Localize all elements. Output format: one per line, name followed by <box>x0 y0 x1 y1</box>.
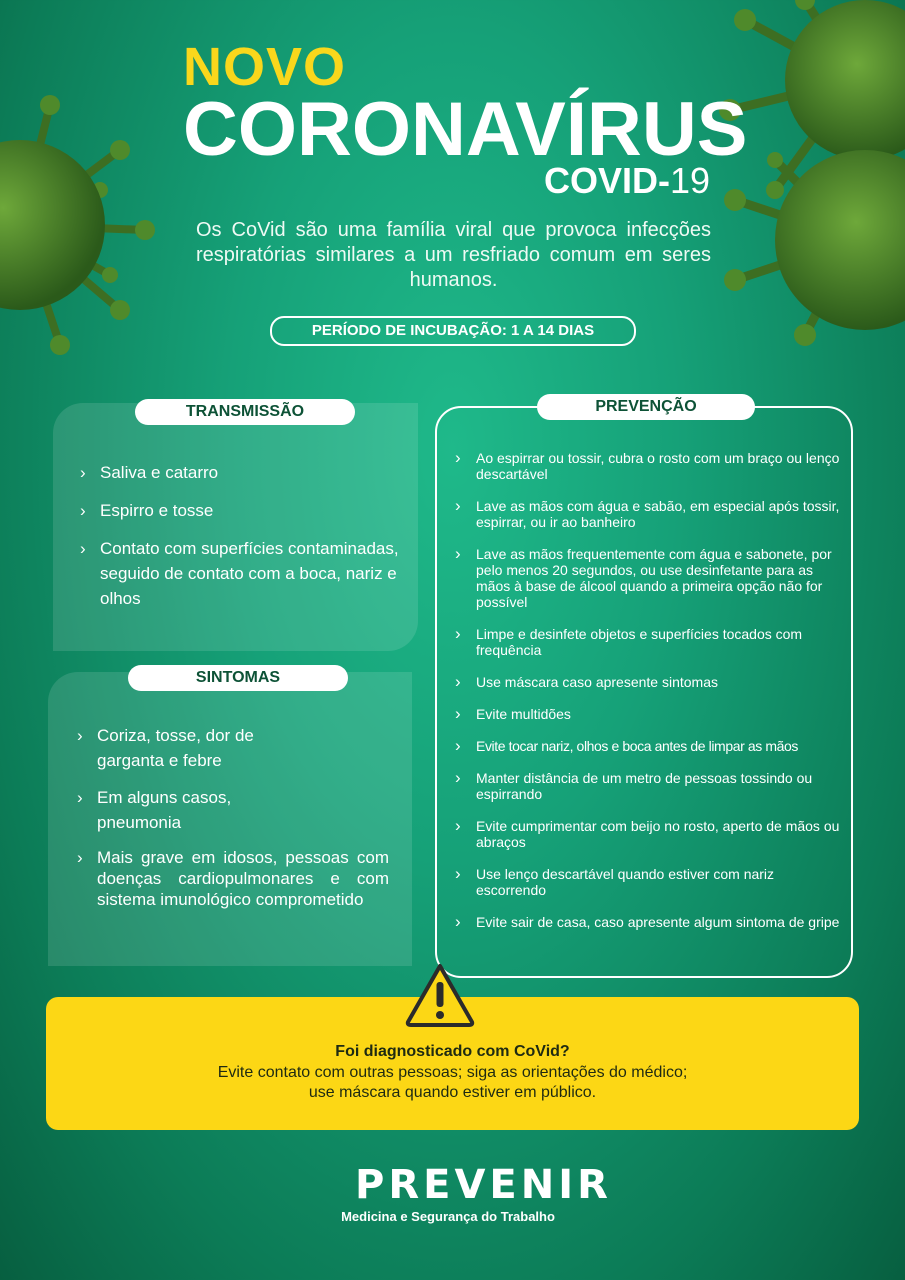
list-item <box>455 546 847 610</box>
title-covid-number: 19 <box>670 160 711 201</box>
page-title: CORONAVÍRUS <box>183 87 748 172</box>
list-item <box>77 847 389 910</box>
list-item <box>455 738 847 754</box>
chevron-right-icon: › <box>455 704 461 723</box>
list-item <box>455 706 847 722</box>
list-item <box>455 866 847 898</box>
chevron-right-icon: › <box>80 501 86 520</box>
title-covid <box>544 160 710 202</box>
chevron-right-icon: › <box>455 496 461 515</box>
intro-text: Os CoVid são uma família viral que provoca infecções respiratórias similares a um resfriado comum em seres humanos. <box>196 219 711 291</box>
list-item <box>80 460 400 485</box>
chevron-right-icon: › <box>455 448 461 467</box>
list-item-text: Manter distância de um metro de pessoas tossindo ou espirrando <box>476 770 813 802</box>
list-item <box>455 450 847 482</box>
list-item-text: Evite sair de casa, caso apresente algum sintoma de gripe <box>476 914 840 930</box>
warning-triangle-icon <box>404 962 476 1028</box>
chevron-right-icon: › <box>455 544 461 563</box>
list-item-text: Saliva e catarro <box>100 463 219 482</box>
prevention-label: PREVENÇÃO <box>537 394 755 420</box>
list-item <box>455 498 847 530</box>
list-item-text: Use máscara caso apresente sintomas <box>476 674 718 690</box>
chevron-right-icon: › <box>455 864 461 883</box>
chevron-right-icon: › <box>455 736 461 755</box>
transmission-list <box>80 460 400 611</box>
list-item-text: Evite cumprimentar com beijo no rosto, aperto de mãos ou abraços <box>476 818 840 850</box>
chevron-right-icon: › <box>80 539 86 558</box>
chevron-right-icon: › <box>77 848 83 867</box>
list-item-text: Contato com superfícies contaminadas, seguido de contato com a boca, nariz e olhos <box>100 539 399 608</box>
prevention-list <box>455 450 847 930</box>
virus-icon <box>0 90 160 360</box>
list-item-text: Mais grave em idosos, pessoas com doenças cardiopulmonares e com sistema imunológico comprometido <box>97 848 389 909</box>
list-item-text: Evite tocar nariz, olhos e boca antes de limpar as mãos <box>476 738 798 754</box>
list-item <box>455 674 847 690</box>
warning-line-2: use máscara quando estiver em público. <box>308 1084 597 1101</box>
list-item-text: Limpe e desinfete objetos e superfícies tocados com frequência <box>476 626 803 658</box>
title-novo: NOVO <box>183 37 347 97</box>
chevron-right-icon: › <box>455 672 461 691</box>
list-item <box>80 498 400 523</box>
chevron-right-icon: › <box>77 788 83 807</box>
list-item <box>455 914 847 930</box>
list-item-text: Coriza, tosse, dor de garganta e febre <box>97 726 254 770</box>
symptoms-list <box>77 723 389 910</box>
logo-text: PREVENIR <box>355 1162 612 1208</box>
list-item-text: Em alguns casos, pneumonia <box>97 788 232 832</box>
list-item-text: Evite multidões <box>476 706 571 722</box>
list-item-text: Lave as mãos com água e sabão, em especial após tossir, espirrar, ou ir ao banheiro <box>476 498 840 530</box>
transmission-label: TRANSMISSÃO <box>135 399 355 425</box>
title-covid-text: COVID- <box>544 160 670 201</box>
warning-line-1: Evite contato com outras pessoas; siga as orientações do médico; <box>217 1064 688 1081</box>
list-item <box>77 723 389 773</box>
list-item <box>77 785 389 835</box>
chevron-right-icon: › <box>455 816 461 835</box>
chevron-right-icon: › <box>455 624 461 643</box>
list-item <box>455 770 847 802</box>
list-item-text: Lave as mãos frequentemente com água e sabonete, por pelo menos 20 segundos, ou use desinfetante para as mãos à base de álcool quando a primeira opção não for possível <box>476 546 832 610</box>
chevron-right-icon: › <box>80 463 86 482</box>
logo-subtitle: Medicina e Segurança do Trabalho <box>341 1209 555 1224</box>
list-item-text: Ao espirrar ou tossir, cubra o rosto com um braço ou lenço descartável <box>476 450 840 482</box>
chevron-right-icon: › <box>455 768 461 787</box>
chevron-right-icon: › <box>455 912 461 931</box>
virus-icon <box>715 0 905 350</box>
list-item <box>80 536 400 611</box>
list-item <box>455 626 847 658</box>
logo <box>341 1162 612 1224</box>
list-item <box>455 818 847 850</box>
list-item-text: Use lenço descartável quando estiver com nariz escorrendo <box>476 866 775 898</box>
warning-title: Foi diagnosticado com CoVid? <box>335 1043 570 1060</box>
chevron-right-icon: › <box>77 726 83 745</box>
symptoms-label: SINTOMAS <box>128 665 348 691</box>
incubation-badge: PERÍODO DE INCUBAÇÃO: 1 A 14 DIAS <box>270 316 636 346</box>
list-item-text: Espirro e tosse <box>100 501 214 520</box>
